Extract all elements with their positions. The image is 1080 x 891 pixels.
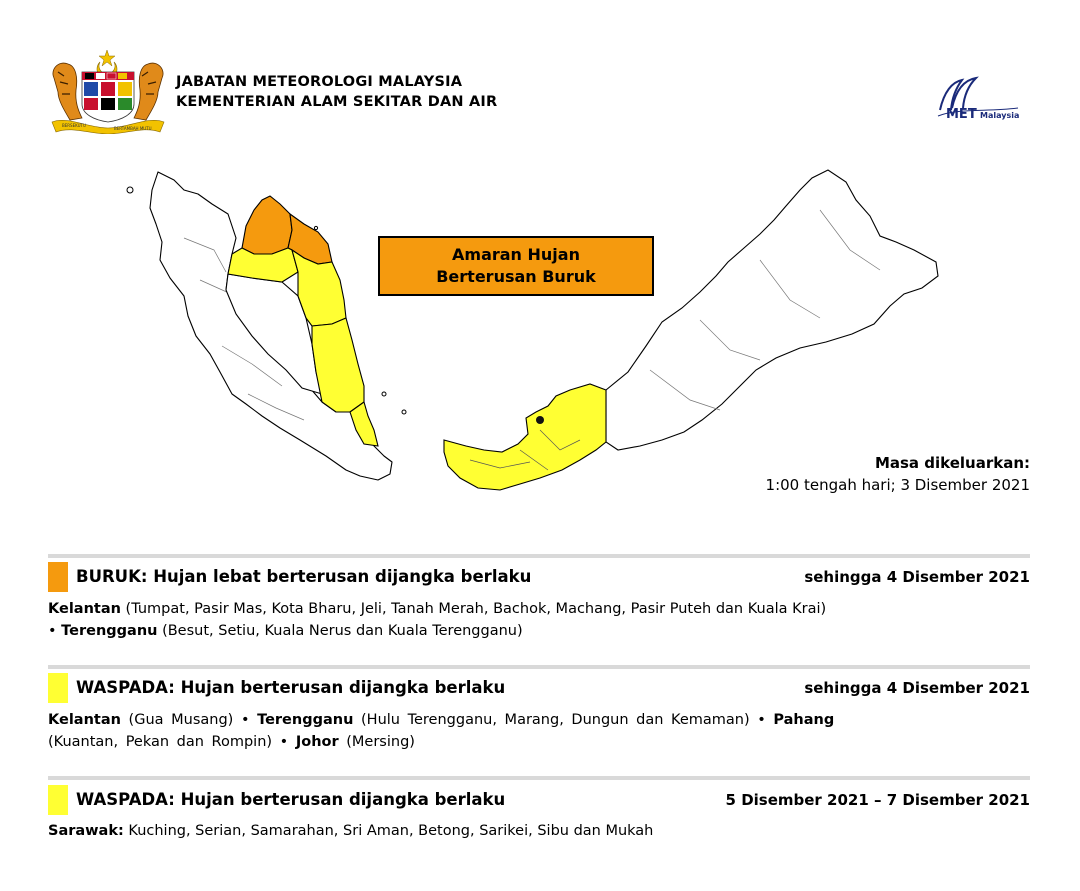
state-name: Kelantan [48, 712, 121, 728]
state-areas: (Gua Musang) [128, 712, 234, 728]
warning-title-line-1: Amaran Hujan [452, 245, 580, 264]
section-date: sehingga 4 Disember 2021 [804, 568, 1030, 586]
state-name: Terengganu [61, 623, 158, 639]
agency-name-line-2: KEMENTERIAN ALAM SEKITAR DAN AIR [176, 94, 498, 110]
agency-name [176, 72, 497, 112]
section-body-waspada-2 [48, 820, 1038, 842]
issued-time-value: 1:00 tengah hari; 3 Disember 2021 [765, 476, 1030, 494]
section-divider [48, 776, 1030, 780]
met-malaysia-logo [918, 68, 1030, 124]
section-body-buruk [48, 598, 1038, 642]
severity-swatch-orange [48, 562, 68, 592]
kelantan-north-severe-region [242, 196, 292, 254]
state-areas: (Hulu Terengganu, Marang, Dungun dan Kemaman) [361, 712, 750, 728]
header [48, 48, 1038, 138]
section-body-waspada-1 [48, 709, 1032, 753]
section-title: BURUK: Hujan lebat berterusan dijangka berlaku [76, 567, 532, 586]
crest-ribbon-text-right: BERTAMBAH MUTU [114, 126, 152, 131]
warning-map [0, 150, 1080, 510]
sarawak-west-alert-region [444, 384, 606, 490]
state-name: Johor [295, 734, 339, 750]
agency-name-line-1: JABATAN METEOROLOGI MALAYSIA [176, 74, 463, 90]
warning-title-box [378, 236, 654, 296]
issued-time-label: Masa dikeluarkan: [874, 454, 1030, 472]
state-name: Sarawak: [48, 823, 124, 839]
severity-swatch-yellow [48, 673, 68, 703]
section-header-buruk [48, 562, 1030, 592]
bullet: • [757, 712, 766, 728]
section-title: WASPADA: Hujan berterusan dijangka berlaku [76, 790, 506, 809]
pahang-coast-alert-region [312, 318, 364, 412]
state-areas: (Besut, Setiu, Kuala Nerus dan Kuala Terengganu) [162, 623, 523, 639]
warning-title-line-2: Berterusan Buruk [436, 267, 596, 286]
met-logo-subtext: Malaysia [980, 111, 1020, 120]
state-name: Kelantan [48, 601, 121, 617]
malaysia-coat-of-arms-logo [48, 48, 168, 134]
state-areas: (Tumpat, Pasir Mas, Kota Bharu, Jeli, Tanah Merah, Bachok, Machang, Pasir Puteh dan Kuala Krai) [125, 601, 827, 617]
state-name: Terengganu [257, 712, 354, 728]
issued-time [766, 452, 1030, 496]
section-title: WASPADA: Hujan berterusan dijangka berlaku [76, 678, 506, 697]
severity-swatch-yellow [48, 785, 68, 815]
state-areas: Kuching, Serian, Samarahan, Sri Aman, Betong, Sarikei, Sibu dan Mukah [128, 823, 654, 839]
bullet: • [240, 712, 250, 728]
section-divider [48, 665, 1030, 669]
bullet: • [279, 734, 289, 750]
state-areas: (Mersing) [346, 734, 415, 750]
section-header-waspada-2 [48, 785, 1030, 815]
state-areas: (Kuantan, Pekan dan Rompin) [48, 734, 273, 750]
section-header-waspada-1 [48, 673, 1030, 703]
crest-ribbon-text-left: BERSEKUTU [62, 123, 86, 128]
section-date: sehingga 4 Disember 2021 [804, 679, 1030, 697]
section-divider [48, 554, 1030, 558]
sabah-sarawak-east-region [606, 170, 938, 450]
section-date: 5 Disember 2021 – 7 Disember 2021 [725, 791, 1030, 809]
state-name: Pahang [773, 712, 835, 728]
met-logo-text: MET [946, 107, 977, 122]
bullet: • [48, 623, 57, 639]
